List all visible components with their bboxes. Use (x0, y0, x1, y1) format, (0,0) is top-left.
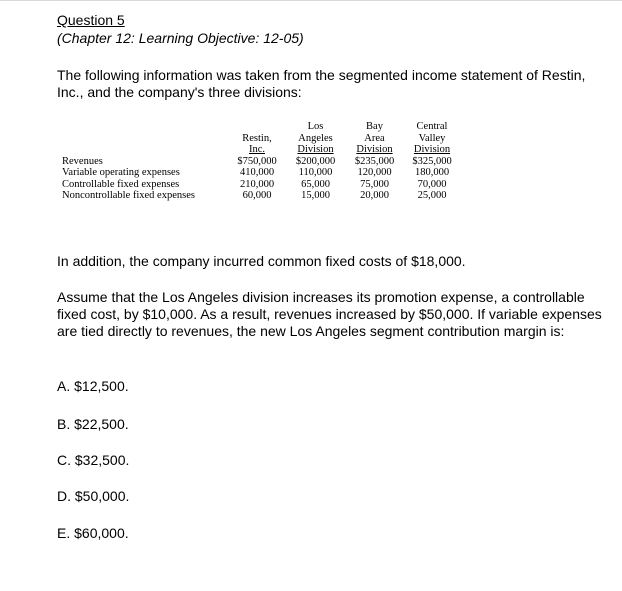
table-cell: 25,000 (417, 190, 447, 201)
table-cell: $750,000 (237, 155, 277, 167)
answer-choice-d[interactable]: D. $50,000. (57, 488, 130, 504)
row-label: Noncontrollable fixed expenses (62, 190, 195, 201)
table-header-blank (62, 121, 229, 156)
question-prompt: Assume that the Los Angeles division increases its promotion expense, a controllable fixed cost, by $10,000. As a result, revenues increased by $50,000. If variable expenses are tied directly to revenues, the new Los Angeles segment contribution margin is: (57, 289, 602, 339)
table-row-revenues (62, 156, 461, 168)
table-cell: $325,000 (412, 155, 452, 167)
answer-choice-a[interactable]: A. $12,500. (57, 378, 129, 394)
column-header-restin (229, 121, 285, 156)
column-header-line1: Central (416, 121, 448, 132)
column-header-line3: Inc. (248, 144, 266, 155)
question-intro: The following information was taken from the segmented income statement of Restin, Inc., and the company's three divisions: (57, 67, 586, 100)
answer-choice-e[interactable]: E. $60,000. (57, 525, 129, 541)
table-cell: 210,000 (239, 178, 275, 190)
learning-objective: (Chapter 12: Learning Objective: 12-05) (57, 30, 304, 46)
answer-choice-b[interactable]: B. $22,500. (57, 416, 129, 432)
segmented-income-table (62, 121, 461, 202)
column-header-line1: Los (307, 121, 324, 132)
column-header-line2: Restin, (242, 132, 272, 144)
table-cell: 110,000 (298, 167, 333, 178)
row-label: Revenues (62, 155, 103, 167)
answer-choice-c[interactable]: C. $32,500. (57, 452, 130, 468)
table-cell: $235,000 (354, 155, 395, 167)
table-cell: 70,000 (417, 178, 447, 190)
column-header-line2: Angeles (298, 132, 333, 144)
column-header-line2: Area (364, 132, 385, 144)
table-cell: 120,000 (357, 167, 392, 178)
table-row-noncontrollable-fixed (62, 190, 461, 202)
row-label: Variable operating expenses (62, 167, 180, 178)
column-header-bay-area (346, 121, 403, 156)
column-header-line1: Bay (366, 121, 383, 132)
common-fixed-costs-note: In addition, the company incurred common fixed costs of $18,000. (57, 253, 466, 269)
column-header-central-valley (403, 121, 461, 156)
column-header-line2: Valley (418, 132, 446, 144)
table-cell: 410,000 (239, 167, 275, 178)
question-title: Question 5 (57, 12, 125, 28)
table-cell: 75,000 (360, 178, 389, 190)
column-header-line3: Division (297, 144, 334, 155)
table-row-variable-expenses (62, 167, 461, 179)
column-header-line3: Division (356, 144, 393, 155)
row-label: Controllable fixed expenses (62, 178, 180, 190)
table-cell: $200,000 (295, 155, 336, 167)
table-cell: 20,000 (360, 190, 389, 201)
table-header-row (62, 121, 461, 156)
table-row-controllable-fixed (62, 179, 461, 191)
table-cell: 65,000 (301, 178, 330, 190)
top-divider (0, 0, 622, 1)
table-cell: 60,000 (242, 190, 272, 201)
table-cell: 15,000 (301, 190, 330, 201)
table-cell: 180,000 (414, 167, 450, 178)
column-header-line3: Division (413, 144, 451, 155)
column-header-los-angeles (285, 121, 346, 156)
